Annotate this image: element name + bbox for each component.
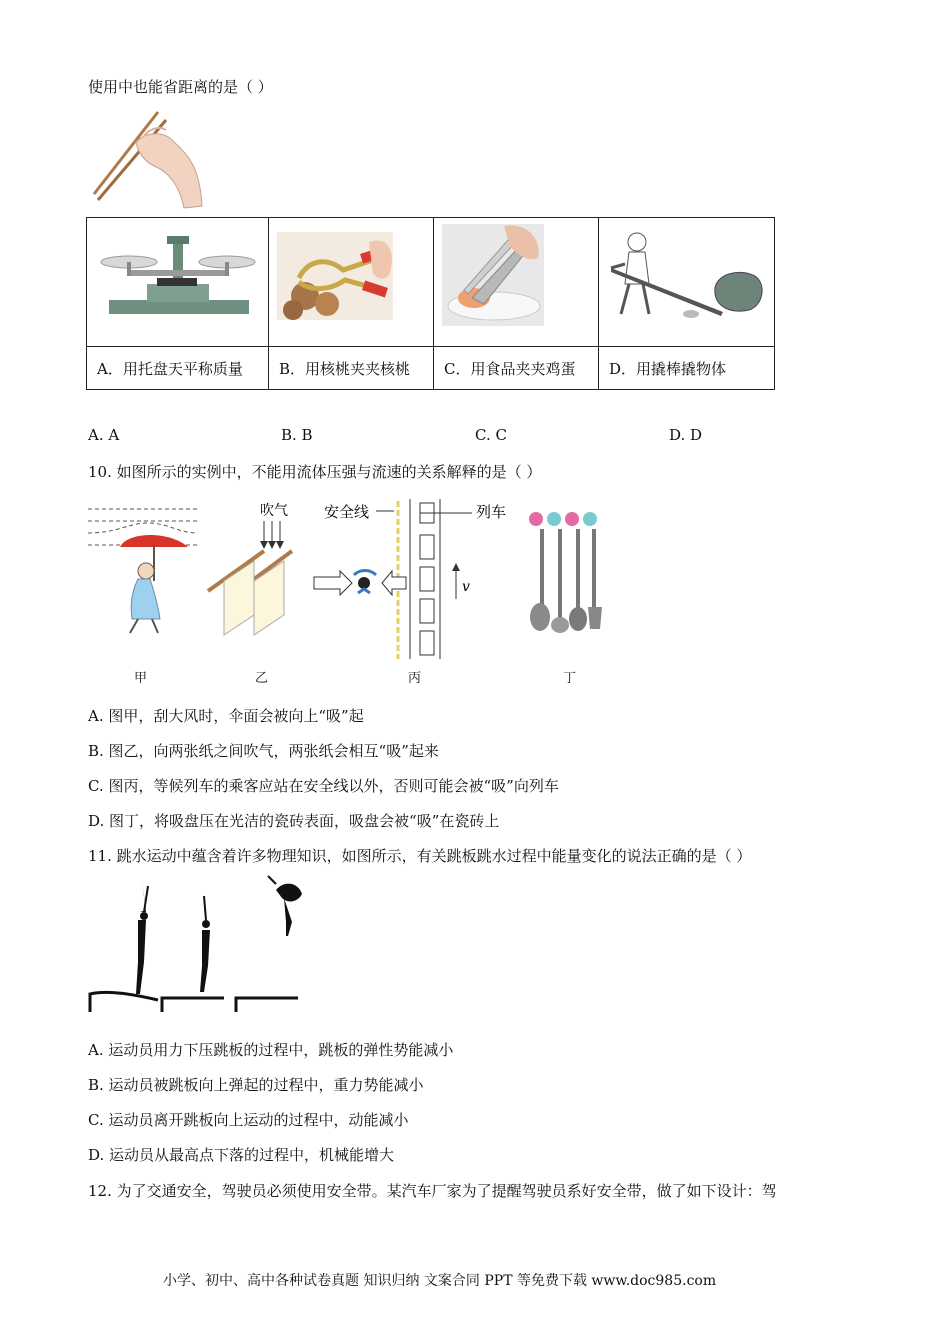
q10-option-d[interactable]: D. 图丁，将吸盘压在光洁的瓷砖表面，吸盘会被“吸”在瓷砖上 [88, 812, 500, 830]
q11-option-d[interactable]: D. 运动员从最高点下落的过程中，机械能增大 [88, 1146, 395, 1164]
velocity-label: v [462, 579, 470, 595]
option-c-image-cell [434, 218, 599, 347]
question-9-options-table [86, 217, 775, 390]
q9-answer-a[interactable]: A. A [88, 426, 120, 444]
chopsticks-hand-image [88, 108, 208, 210]
balance-scale-icon [87, 218, 268, 342]
question-10-stem: 10. 如图所示的实例中，不能用流体压强与流速的关系解释的是（ ） [88, 463, 542, 481]
q9-answer-d[interactable]: D. D [669, 426, 703, 444]
option-b-caption: B．用核桃夹夹核桃 [269, 347, 434, 390]
question-12-stem: 12. 为了交通安全，驾驶员必须使用安全带。某汽车厂家为了提醒驾驶员系好安全带，做了如下设计：驾 [88, 1182, 777, 1200]
figure-label-ding: 丁 [563, 671, 577, 686]
q10-figure [88, 495, 618, 665]
option-b-image-cell [269, 218, 434, 347]
blow-label: 吹气 [260, 503, 288, 519]
option-a-image-cell [87, 218, 269, 347]
q11-option-c[interactable]: C. 运动员离开跳板向上运动的过程中，动能减小 [88, 1111, 409, 1129]
option-c-caption: C．用食品夹夹鸡蛋 [434, 347, 599, 390]
figure-label-bing: 丙 [408, 671, 422, 686]
two-papers-figure [208, 503, 292, 635]
question-11-stem: 11. 跳水运动中蕴含着许多物理知识，如图所示，有关跳板跳水过程中能量变化的说法正确的是（ ） [88, 847, 752, 865]
safety-line-label: 安全线 [324, 503, 370, 521]
food-tongs-icon [434, 218, 598, 342]
q10-option-a[interactable]: A. 图甲，刮大风时，伞面会被向上“吸”起 [88, 707, 364, 725]
train-platform-figure [314, 499, 506, 659]
figure-label-yi: 乙 [255, 671, 269, 686]
option-d-image-cell [599, 218, 775, 347]
q9-answer-b[interactable]: B. B [281, 426, 313, 444]
umbrella-wind-figure [88, 509, 198, 633]
nutcracker-icon [269, 218, 433, 342]
q11-option-a[interactable]: A. 运动员用力下压跳板的过程中，跳板的弹性势能减小 [88, 1041, 454, 1059]
q9-answer-c[interactable]: C. C [475, 426, 507, 444]
page-footer: 小学、初中、高中各种试卷真题 知识归纳 文案合同 PPT 等免费下载 www.doc985.com [163, 1273, 717, 1289]
option-a-caption: A．用托盘天平称质量 [87, 347, 269, 390]
suction-hooks-figure [529, 512, 602, 633]
option-d-caption: D．用撬棒撬物体 [599, 347, 775, 390]
diving-board-figure [88, 872, 302, 1018]
question-9-stem: 使用中也能省距离的是（ ） [88, 78, 273, 96]
train-label: 列车 [476, 503, 507, 521]
q10-option-c[interactable]: C. 图丙，等候列车的乘客应站在安全线以外，否则可能会被“吸”向列车 [88, 777, 559, 795]
q11-option-b[interactable]: B. 运动员被跳板向上弹起的过程中，重力势能减小 [88, 1076, 424, 1094]
figure-label-jia: 甲 [134, 671, 148, 686]
crowbar-lever-icon [599, 218, 774, 342]
q10-option-b[interactable]: B. 图乙，向两张纸之间吹气，两张纸会相互“吸”起来 [88, 742, 439, 760]
